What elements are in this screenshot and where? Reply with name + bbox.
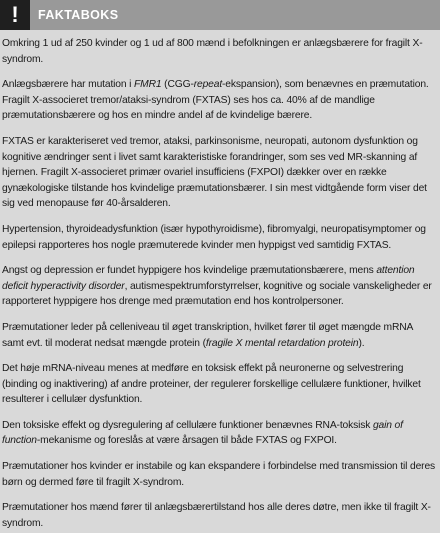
fact-box-header: [0, 0, 440, 30]
fact-paragraph: [2, 36, 436, 67]
paragraph-text: Anlægsbærere har mutation i: [2, 79, 135, 91]
fact-paragraph: [2, 459, 436, 490]
fact-paragraph: [2, 77, 436, 124]
paragraph-text: , autismespektrumforstyrrelser, kognitive og sociale vanskeligheder er rapporteret hyppigere hos drenge med præmutation end hos kontrolpersoner.: [2, 280, 432, 308]
fact-paragraph: [2, 134, 436, 212]
fact-paragraph: [2, 418, 436, 449]
paragraph-text: Det høje mRNA-niveau menes at medføre en toksisk effekt på neuronerne og selvestrering (binding og inaktivering) af andre proteiner, der regulerer forskellige cellulære funktioner, hvilket resulterer i cellulær dysfunktion.: [2, 363, 421, 406]
paragraph-text: Præmutationer hos mænd fører til anlægsbærertilstand hos alle deres døtre, men ikke til fragilt X-syndrom.: [2, 502, 431, 529]
exclamation-icon: !: [0, 0, 30, 30]
paragraph-text: Den toksiske effekt og dysregulering af cellulære funktioner benævnes RNA-toksisk: [2, 419, 373, 431]
italic-text: fragile X mental retardation protein: [205, 337, 359, 349]
fact-paragraph: [2, 263, 436, 310]
italic-text: repeat: [193, 79, 223, 91]
fact-paragraph: [2, 320, 436, 351]
paragraph-text: Præmutationer hos kvinder er instabile og kan ekspandere i forbindelse med transmission til deres børn og dermed føre til fragilt X-syndrom.: [2, 461, 436, 488]
paragraph-text: (CGG-: [161, 79, 194, 91]
paragraph-text: Angst og depression er fundet hyppigere hos kvindelige præmutationsbærere, mens: [2, 265, 377, 277]
fact-box-title: FAKTABOKS: [38, 8, 119, 22]
paragraph-text: FXTAS er karakteriseret ved tremor, ataksi, parkinsonisme, neuropati, autonom dysfunktion og kognitive ændringer sent i livet samt karakteristiske forandringer, som ses ved MR-skanning af hjernen. Fragilt X-associeret primær ovariel insufficiens (FXPOI) dækker over en række gynækologiske tilstande hos kvindelige præmutationsbærer. I sin mest vidtgående form viser det sig ved menopause før 40-årsalderen.: [2, 135, 427, 210]
paragraph-text: ).: [358, 337, 365, 349]
italic-text: FMR1: [134, 79, 162, 91]
paragraph-text: Hypertension, thyroideadysfunktion (især hypothyroidisme), fibromyalgi, neuropatisymptomer og epilepsi rapporteres hos nogle præmuterede kvinder men hyppigst ved samtidig FXTAS.: [2, 223, 426, 251]
paragraph-text: -mekanisme og foreslås at være årsagen til både FXTAS og FXPOI.: [36, 435, 337, 447]
italic-text: gain of function: [2, 419, 403, 447]
italic-text: attention deficit hyperactivity disorder: [2, 265, 415, 292]
fact-paragraph: [2, 361, 436, 408]
paragraph-text: Omkring 1 ud af 250 kvinder og 1 ud af 800 mænd i befolkningen er anlægsbærere for fragilt X-syndrom.: [2, 38, 423, 65]
fact-paragraph: [2, 500, 436, 531]
fact-box-body: [2, 36, 436, 541]
paragraph-text: Præmutationer leder på celleniveau til øget transkription, hvilket fører til øget mængde mRNA samt evt. til moderat nedsat mængde protein (: [2, 321, 413, 349]
paragraph-text: -ekspansion), som benævnes en præmutation. Fragilt X-associeret tremor/ataksi-syndrom (FXTAS) ses hos ca. 40% af de mandlige præmutationsbærere og hos en mindre andel af de kvindelige bærere.: [2, 79, 429, 122]
fact-paragraph: [2, 222, 436, 253]
